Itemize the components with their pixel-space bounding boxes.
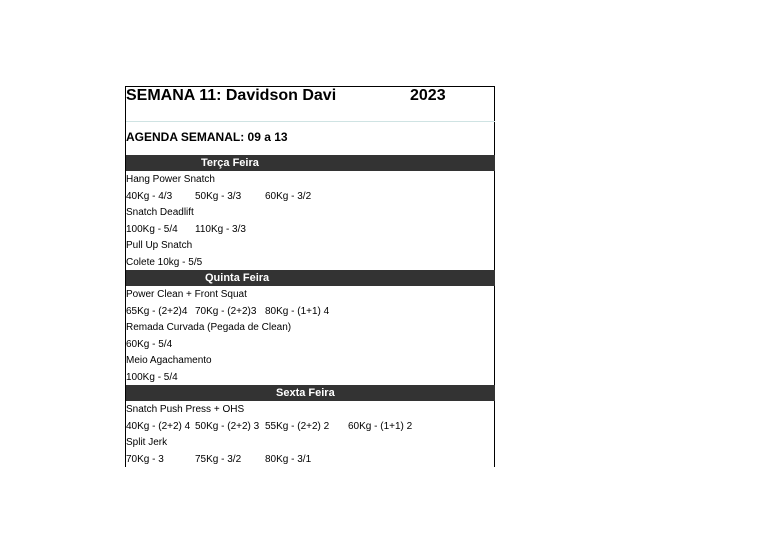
load-set: 50Kg - (2+2) 3 [195, 421, 260, 432]
load-set: 40Kg - 4/3 [126, 191, 173, 202]
exercise-name: Power Clean + Front Squat [126, 289, 247, 300]
agenda-heading: AGENDA SEMANAL: 09 a 13 [126, 130, 288, 144]
load-set: 100Kg - 5/4 [126, 224, 178, 235]
load-set: 80Kg - (1+1) 4 [265, 306, 330, 317]
workout-sheet [125, 86, 495, 467]
exercise-name: Pull Up Snatch [126, 240, 193, 251]
exercise-name: Snatch Push Press + OHS [126, 404, 245, 415]
load-row: 100Kg - 5/4 [126, 372, 178, 383]
load-set: 65Kg - (2+2)4 [126, 306, 188, 317]
exercise-name: Snatch Deadlift [126, 207, 194, 218]
day-header-tuesday [126, 155, 495, 171]
load-set: 70Kg - (2+2)3 [195, 306, 257, 317]
sheet-title: SEMANA 11: Davidson Davi [126, 87, 337, 104]
load-row: 60Kg - 5/4 [126, 339, 173, 350]
day-header-friday [126, 385, 495, 401]
day-name: Quinta Feira [205, 272, 270, 284]
day-name: Sexta Feira [276, 387, 335, 399]
exercise-name: Hang Power Snatch [126, 174, 215, 185]
exercise-name: Remada Curvada (Pegada de Clean) [126, 322, 292, 333]
load-row: Colete 10kg - 5/5 [126, 257, 203, 268]
title-row [126, 86, 495, 122]
sheet-year: 2023 [410, 87, 446, 104]
load-set: 50Kg - 3/3 [195, 191, 242, 202]
load-set: 60Kg - (1+1) 2 [348, 421, 413, 432]
day-header-thursday [126, 270, 495, 286]
load-set: 60Kg - 3/2 [265, 191, 312, 202]
load-set: 55Kg - (2+2) 2 [265, 421, 330, 432]
load-set: 110Kg - 3/3 [195, 224, 246, 235]
exercise-name: Split Jerk [126, 437, 168, 448]
day-name: Terça Feira [201, 157, 259, 169]
exercise-name: Meio Agachamento [126, 355, 212, 366]
load-set: 40Kg - (2+2) 4 [126, 421, 191, 432]
load-set: 75Kg - 3/2 [195, 454, 242, 465]
load-set: 70Kg - 3 [126, 454, 164, 465]
load-set: 80Kg - 3/1 [265, 454, 312, 465]
